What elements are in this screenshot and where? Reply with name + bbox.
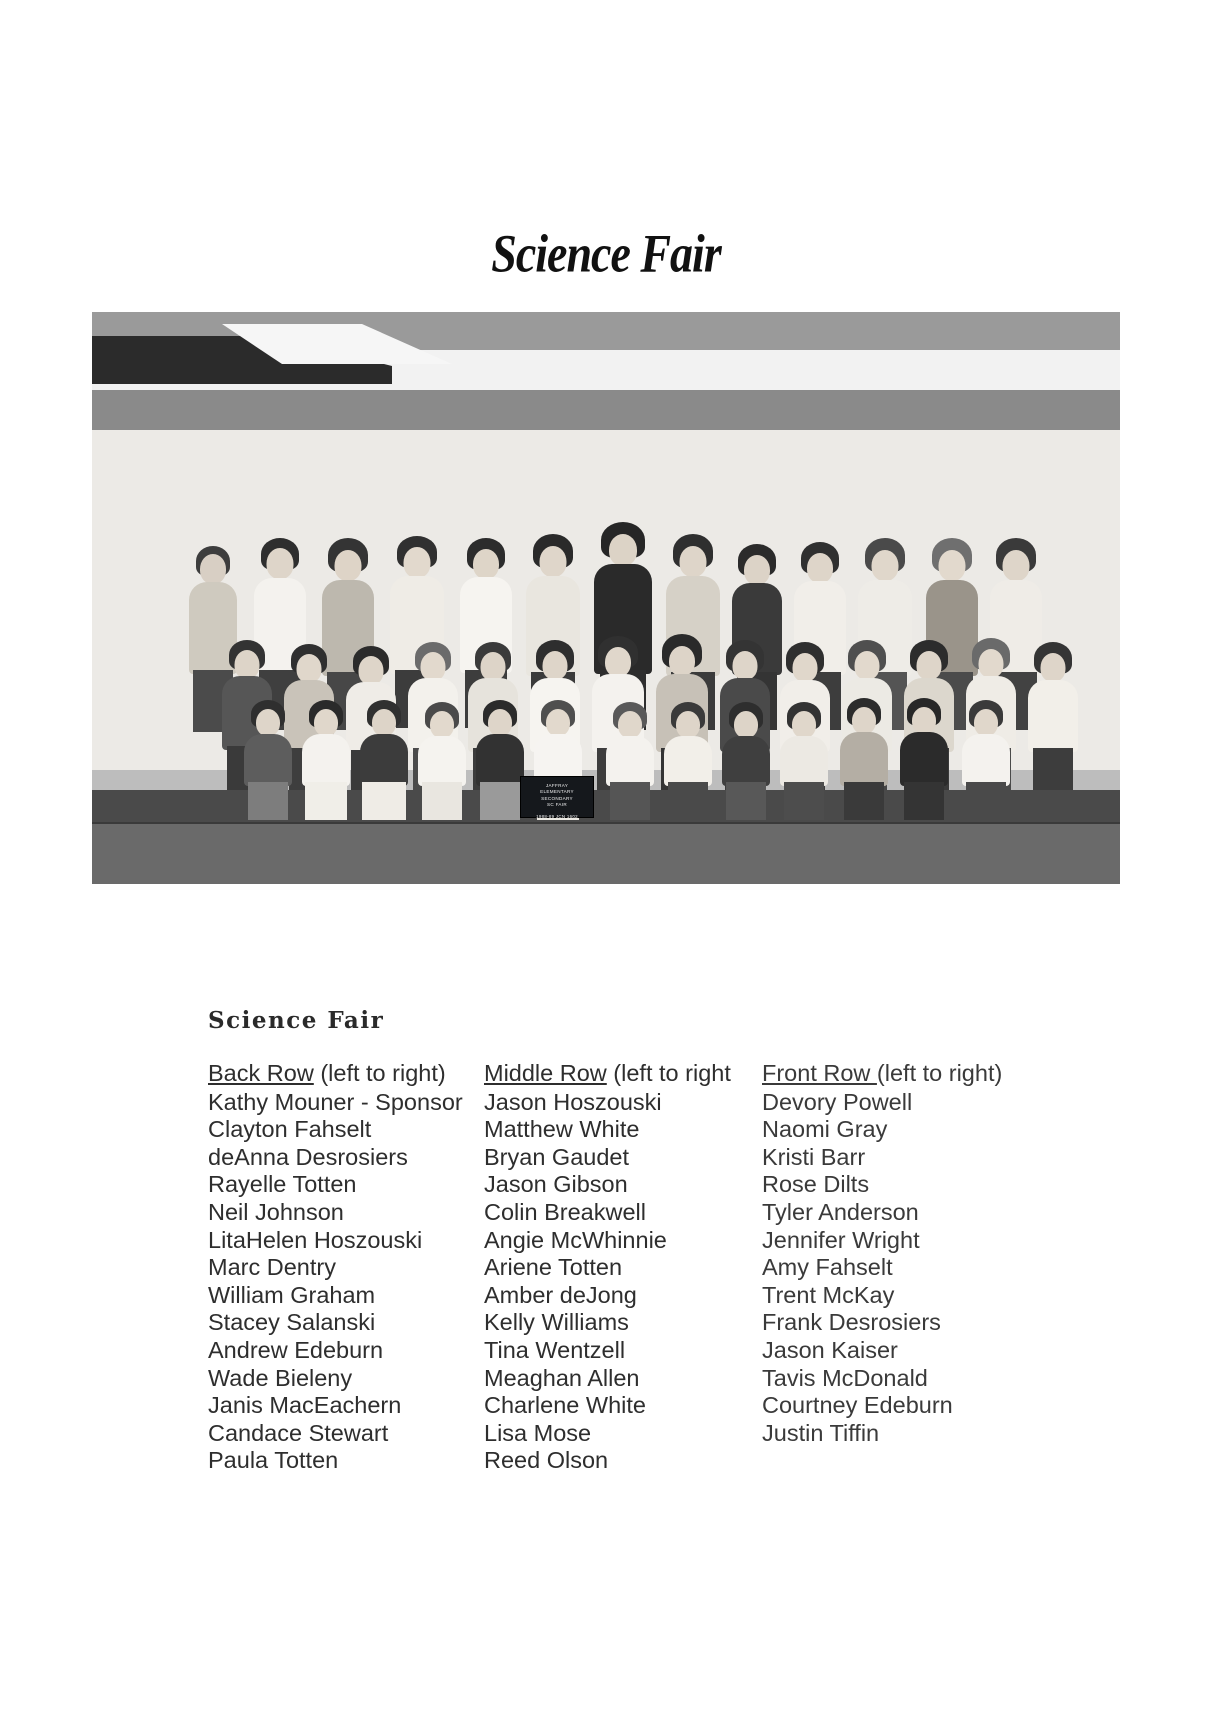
- plaque-line-5: 1988-89 JCN 1602: [536, 813, 578, 819]
- person-figure: [242, 700, 294, 822]
- list-item: Jason Gibson: [484, 1171, 628, 1198]
- middle-row-heading-label: Middle Row: [484, 1060, 607, 1086]
- person-figure: [358, 700, 410, 822]
- list-item: Colin Breakwell: [484, 1198, 646, 1225]
- list-item: Tina Wentzell: [484, 1336, 626, 1363]
- list-item: Janis MacEachern: [208, 1392, 402, 1419]
- list-item: Rayelle Totten: [208, 1171, 357, 1198]
- plaque-line-3: SECONDARY: [541, 795, 573, 801]
- list-item: Marc Dentry: [208, 1254, 336, 1281]
- list-item: Naomi Gray: [762, 1116, 888, 1143]
- list-item: Kelly Williams: [484, 1309, 629, 1336]
- wall-stripe: [92, 390, 1120, 432]
- photo-plaque: [520, 776, 594, 818]
- front-row-column: [762, 1060, 1022, 1447]
- person-figure: [662, 702, 714, 822]
- person-figure: [960, 700, 1012, 822]
- person-figure: [604, 702, 656, 822]
- list-item: deAnna Desrosiers: [208, 1143, 408, 1170]
- list-item: Lisa Mose: [484, 1419, 592, 1446]
- group-photo: [92, 312, 1120, 884]
- back-row-heading: [208, 1060, 478, 1088]
- page-title: Science Fair: [491, 223, 721, 284]
- list-item: LitaHelen Hoszouski: [208, 1226, 423, 1253]
- list-item: Jason Kaiser: [762, 1336, 898, 1363]
- list-item: Frank Desrosiers: [762, 1309, 941, 1336]
- list-item: Clayton Fahselt: [208, 1116, 372, 1143]
- list-item: Amber deJong: [484, 1281, 637, 1308]
- front-row-heading: [762, 1060, 1022, 1088]
- list-item: Tavis McDonald: [762, 1364, 928, 1391]
- list-item: Amy Fahselt: [762, 1254, 893, 1281]
- list-item: Kristi Barr: [762, 1143, 866, 1170]
- list-item: Andrew Edeburn: [208, 1336, 384, 1363]
- list-item: Jason Hoszouski: [484, 1088, 662, 1115]
- plaque-line-4: SC FAIR: [547, 802, 567, 808]
- list-item: Wade Bieleny: [208, 1364, 353, 1391]
- list-item: Trent McKay: [762, 1281, 895, 1308]
- list-item: Reed Olson: [484, 1447, 609, 1474]
- person-figure: [474, 700, 526, 822]
- gym-floor: [92, 824, 1120, 884]
- person-figure: [778, 702, 830, 822]
- person-figure: [720, 702, 772, 822]
- front-row-heading-label: Front Row: [762, 1060, 877, 1086]
- list-item: Kathy Mouner - Sponsor: [208, 1088, 463, 1115]
- person-figure: [1026, 642, 1080, 792]
- person-figure: [898, 698, 950, 822]
- middle-row-heading: [484, 1060, 734, 1088]
- list-item: William Graham: [208, 1281, 376, 1308]
- list-item: Neil Johnson: [208, 1198, 344, 1225]
- back-row-column: [208, 1060, 478, 1475]
- list-item: Devory Powell: [762, 1088, 913, 1115]
- list-item: Jennifer Wright: [762, 1226, 920, 1253]
- front-row-heading-note: (left to right): [876, 1060, 1003, 1086]
- list-item: Stacey Salanski: [208, 1309, 376, 1336]
- list-item: Ariene Totten: [484, 1254, 623, 1281]
- list-item: Justin Tiffin: [762, 1419, 880, 1446]
- list-item: Meaghan Allen: [484, 1364, 640, 1391]
- plaque-line-1: JAFFRAY: [545, 783, 569, 788]
- plaque-line-2: ELEMENTARY: [540, 789, 574, 795]
- list-item: Candace Stewart: [208, 1419, 389, 1446]
- list-item: Bryan Gaudet: [484, 1143, 630, 1170]
- caption-heading: Science Fair: [208, 1007, 385, 1034]
- person-figure: [838, 698, 890, 822]
- list-item: Courtney Edeburn: [762, 1392, 953, 1419]
- middle-row-column: [484, 1060, 734, 1475]
- list-item: Matthew White: [484, 1116, 640, 1143]
- middle-row-heading-note: (left to right: [606, 1060, 731, 1086]
- list-item: Rose Dilts: [762, 1171, 870, 1198]
- name-lists: [0, 1060, 1212, 1490]
- list-item: Angie McWhinnie: [484, 1226, 667, 1253]
- list-item: Charlene White: [484, 1392, 646, 1419]
- person-figure: [300, 700, 352, 822]
- list-item: Tyler Anderson: [762, 1198, 919, 1225]
- back-row-heading-label: Back Row: [208, 1060, 314, 1086]
- person-figure: [416, 702, 468, 822]
- back-row-heading-note: (left to right): [313, 1060, 446, 1086]
- list-item: Paula Totten: [208, 1447, 339, 1474]
